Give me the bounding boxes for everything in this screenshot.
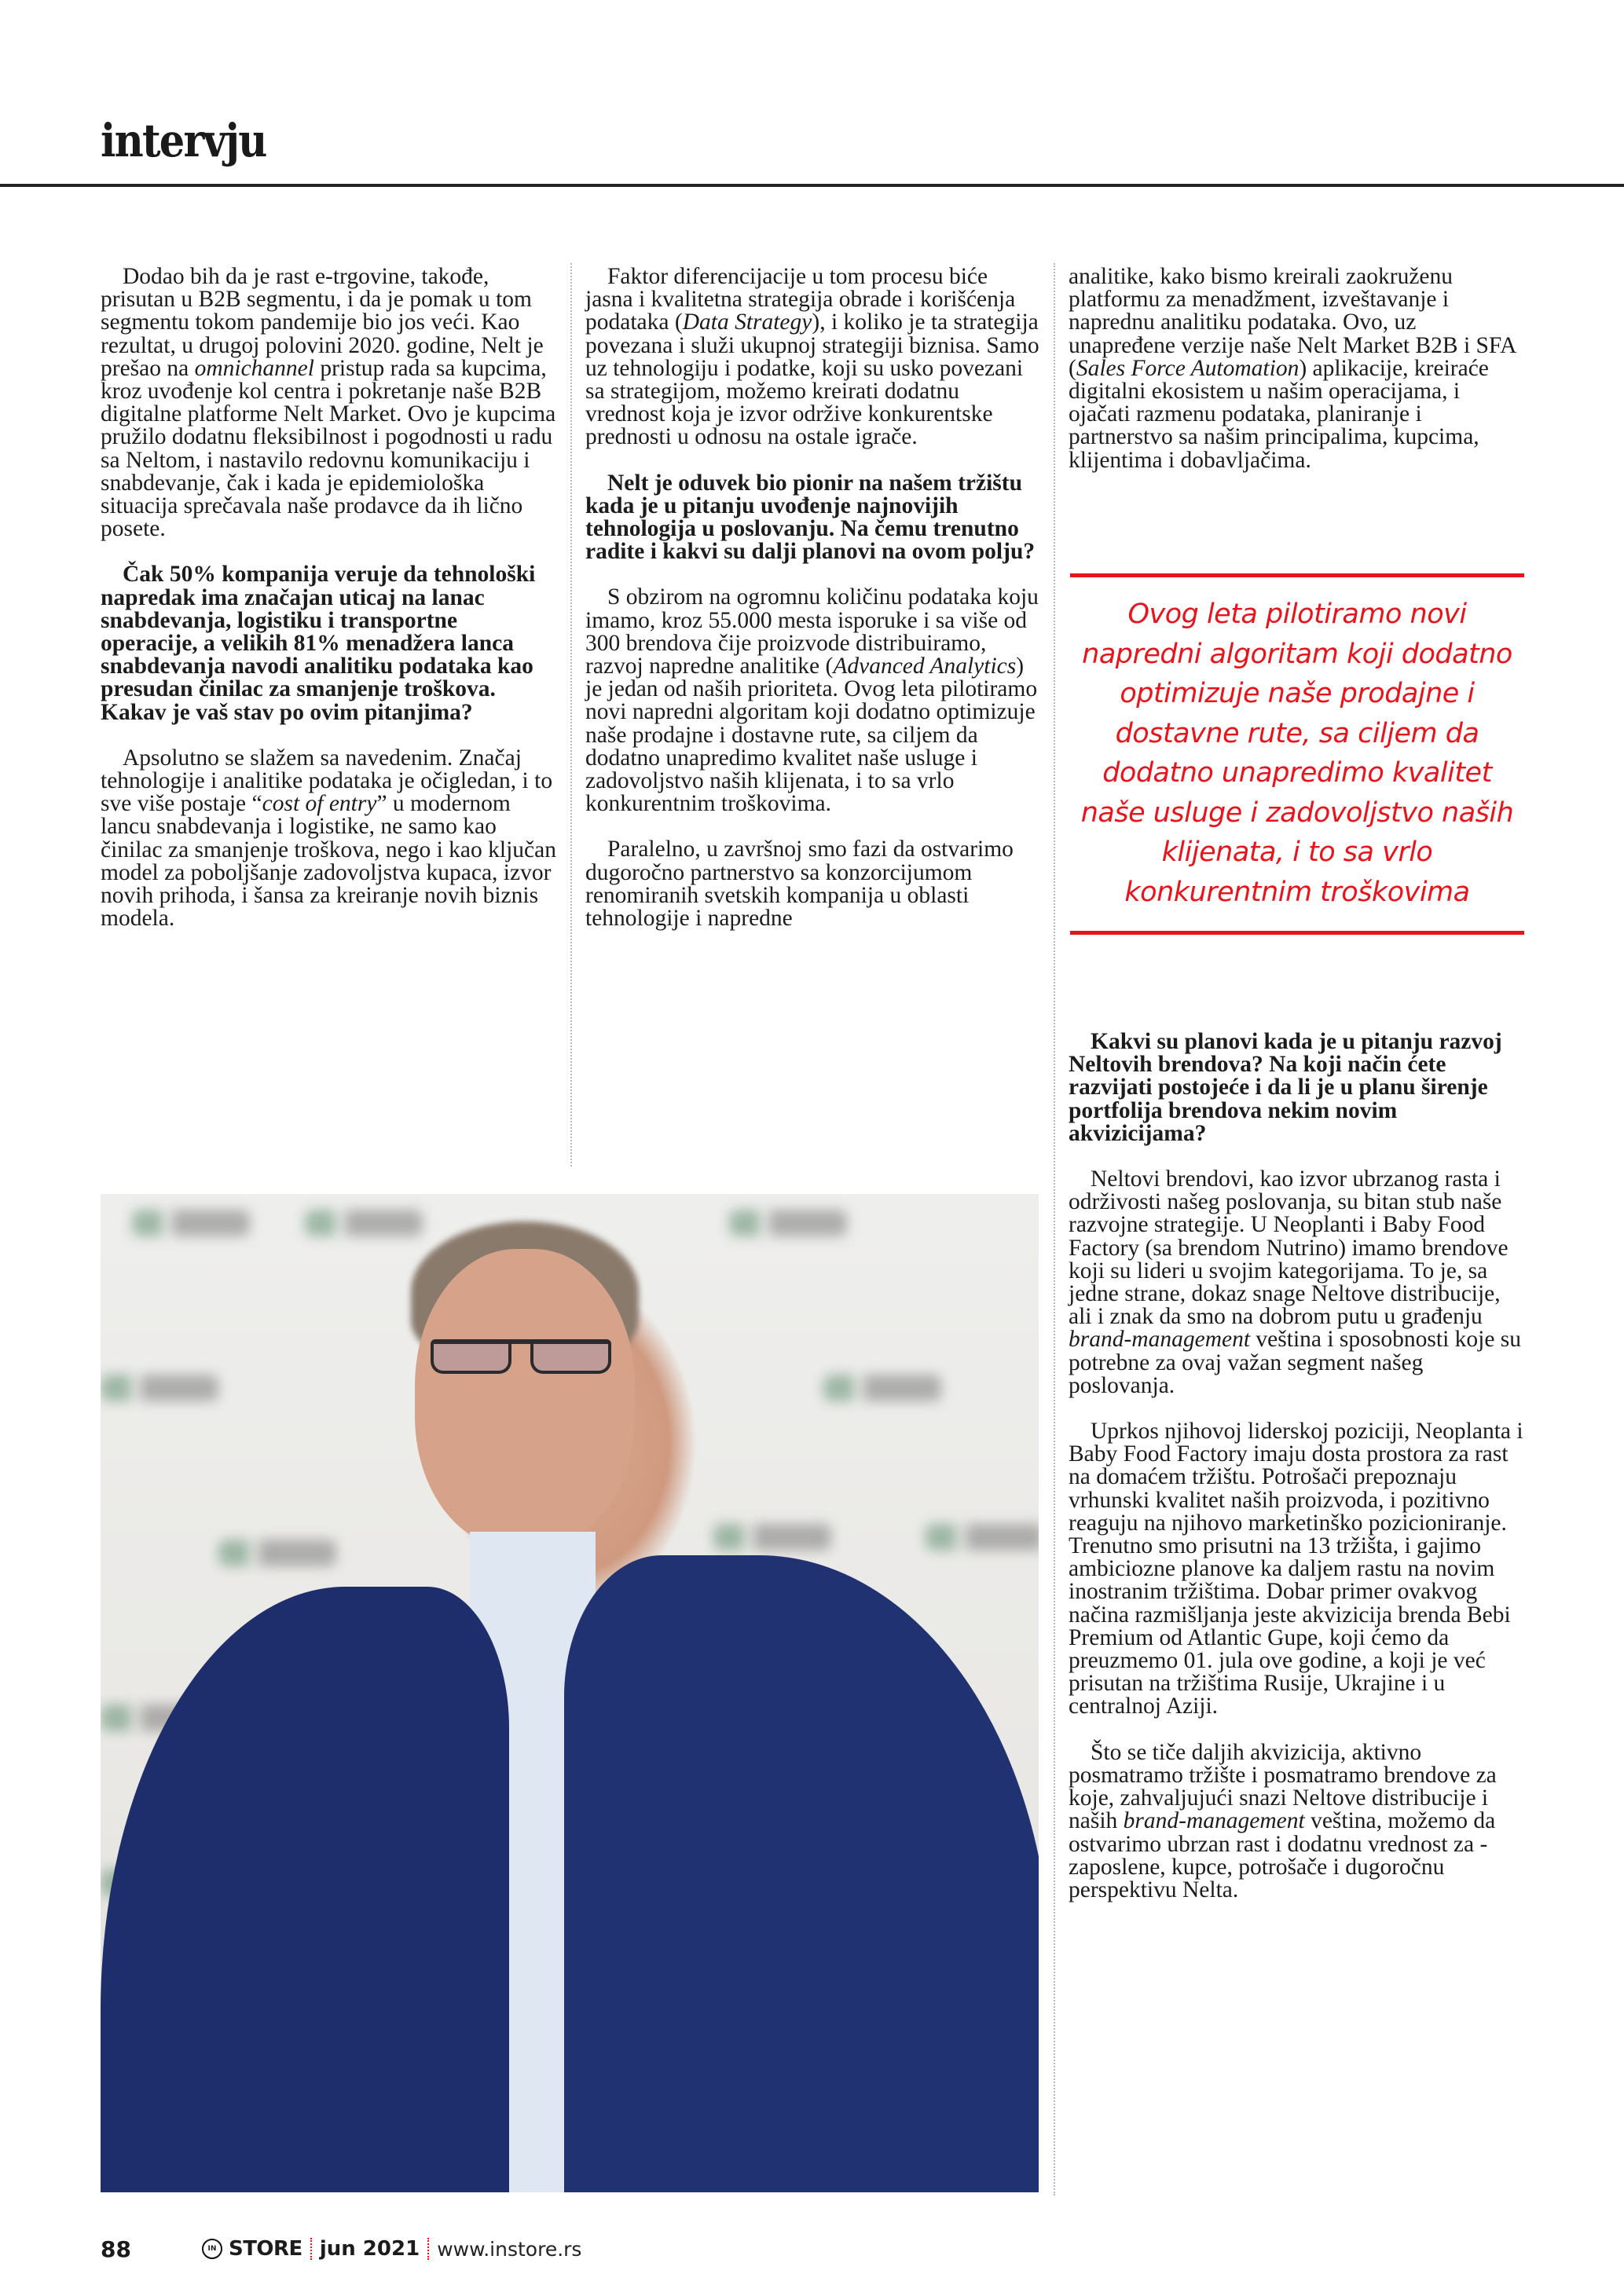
italic-term: omnichannel [194,355,314,381]
article-column-3-bottom [1069,1031,1524,1902]
interview-question [101,563,556,723]
text-run: Apsolutno se slažem sa navedenim. Značaj tehnologije i analitike podataka je očigledan, i to sve više postaje “ [101,745,553,817]
interview-answer [101,747,556,931]
italic-term: Advanced Analytics [833,654,1017,679]
page-footer [101,2233,581,2265]
text-run: Uprkos njihovoj liderskoj poziciji, Neoplanta i Baby Food Factory imaju dosta prostora za rast na domaćem tržištu. Potrošači prepoznaju vrhunski kvalitet naših proizvoda, i pozitivno reaguju na njihovo marketinško pozicioniranje. Trenutno smo prisutni na 13 tržišta, i gajimo ambiciozne planove ka daljem rastu na novim inostranim tržištima. Dobar primer ovakvog načina razmišljanja jeste akvizicija brenda Bebi Premium od Atlantic Gupe, koji ćemo da preuzmemo 01. jula ove godine, a koji je već prisutan na tržištima Rusije, Ukrajine i u centralnoj Aziji. [1069,1419,1523,1719]
column-divider [570,263,572,1166]
italic-term: cost of entry [262,791,377,817]
text-run: pristup rada sa kupcima, kroz uvođenje kol centra i pokretanje naše B2B digitalne platforme Nelt Market. Ovo je kupcima pružilo dodatnu fleksibilnost i pogodnosti u radu sa Neltom, i nastavilo redovnu komunikaciju i snabdevanje, čak i kada je epidemiološka situacija sprečavala naše prodavce da ih lično posete. [101,355,556,542]
italic-term: brand-management [1123,1808,1305,1834]
backdrop-logo [101,1375,218,1401]
text-run: ), i koliko je ta strategija povezana i služi ukupnoj strategiji biznisa. Samo uz tehnologiju i podatke, koji su usko povezani sa strategijom, možemo kreirati dodatnu vrednost koja je izvor održive konkurentske prednosti u odnosu na ostale igrače. [585,309,1039,450]
interview-answer [1069,265,1524,472]
text-run: Kakvi su planovi kada je u pitanju razvoj Neltovih brendova? Na koji način ćete razvijati postojeće i da li je u planu širenje portfolija brendova nekim novim akvizicijama? [1069,1029,1502,1146]
backdrop-logo [132,1210,250,1236]
text-run: ) je jedan od naših prioriteta. Ovog leta pilotiramo novi napredni algoritam koji dodatno optimizuje naše prodajne i dostavne rute, sa ciljem da dodatno unapredimo kvalitet naše usluge i zadovoljstvo naših klijenata, i to sa vrlo konkurentnim troškovima. [585,654,1038,817]
text-run: analitike, kako bismo kreirali zaokruženu platformu za menadžment, izveštavanje i naprednu analitiku podataka. Ovo, uz unapređene verzije naše Nelt Market B2B i SFA ( [1069,264,1516,381]
text-run: Faktor diferencijacije u tom procesu biće jasna i kvalitetna strategija obrade i korišćenja podataka ( [585,264,1016,335]
section-title: intervju [101,114,266,167]
instore-logo-icon: IN [202,2239,222,2259]
italic-term: Data Strategy [682,309,812,335]
text-run: Čak 50% kompanija veruje da tehnološki napredak ima značajan uticaj na lanac snabdevanja, logistiku i transportne operacije, a velikih 81% menadžera lanca snabdevanja navodi analitiku podataka kao presudan činilac za smanjenje troškova. Kakav je vaš stav po ovim pitanjima? [101,562,536,725]
page-number: 88 [101,2236,131,2262]
backdrop-logo [823,1375,941,1401]
article-column-2 [585,265,1041,930]
text-run: ” u modernom lancu snabdevanja i logistike, ne samo kao činilac za smanjenje troškova, nego i kao ključan model za poboljšanje zadovoljstva kupaca, izvor novih prihoda, i šansa za kreiranje novih biznis modela. [101,791,556,932]
footer-separator [427,2238,429,2260]
italic-term: Sales Force Automation [1076,355,1300,381]
website-link[interactable]: www.instore.rs [437,2237,582,2261]
text-run: Paralelno, u završnoj smo fazi da ostvarimo dugoročno partnerstvo sa konzorcijumom renomiranih svetskih kompanija u oblasti tehnologije i napredne [585,837,1014,932]
text-run: S obzirom na ogromnu količinu podataka koju imamo, kroz 55.000 mesta isporuke i sa više od 300 brendova čije proizvode distribuiramo, razvoj napredne analitike ( [585,584,1039,679]
portrait-face [415,1249,635,1547]
column-divider [1054,263,1055,2195]
backdrop-logo [713,1524,831,1551]
portrait-jacket [564,1555,1039,2192]
backdrop-logo [729,1210,847,1236]
text-run: veština, možemo da ostvarimo ubrzan rast i dodatnu vrednost za - zaposlene, kupce, potrošače i dugoročnu perspektivu Nelta. [1069,1808,1496,1902]
pull-quote [1070,573,1524,935]
text-run: Neltovi brendovi, kao izvor ubrzanog rasta i održivosti našeg poslovanja, su bitan stub naše razvojne strategije. U Neoplanti i Baby Food Factory (sa brendom Nutrino) imamo brendove koji su lideri u svojim kategorijama. To je, sa jedne strane, dokaz snage Neltove distribucije, ali i znak da smo na dobrom putu u građenju [1069,1166,1509,1330]
interview-question [1069,1031,1524,1145]
interview-answer [585,265,1041,449]
portrait-jacket [101,1587,509,2192]
text-run: Što se tiče daljih akvizicija, aktivno posmatramo tržište i posmatramo brendove za koje, zahvaljujući snazi Neltove distribucije i naših [1069,1739,1497,1834]
issue-date: jun 2021 [319,2237,420,2261]
text-run: ) aplikacije, kreiraće digitalni ekosistem u našim operacijama, i ojačati razmenu podataka, planiranje i partnerstvo sa našim principalima, kupcima, klijentima i dobavljačima. [1069,355,1489,473]
interview-answer [585,838,1041,930]
text-run: Nelt je oduvek bio pionir na našem tržištu kada je u pitanju uvođenje najnovijih tehnologija u poslovanju. Na čemu trenutno radite i kakvi su dalji planovi na ovom polju? [585,470,1036,565]
interview-answer [585,586,1041,815]
footer-separator [310,2238,312,2260]
backdrop-logo [305,1210,423,1236]
pull-quote-text: Ovog leta pilotiramo novi napredni algoritam koji dodatno optimizuje naše prodajne i dostavne rute, sa ciljem da dodatno unapredimo kvalitet naše usluge i zadovoljstvo naših klijenata, i to sa vrlo konkurentnim troškovima [1080,599,1514,908]
interview-answer [1069,1741,1524,1902]
italic-term: brand-management [1069,1327,1251,1353]
interview-answer [1069,1168,1524,1397]
interview-answer [1069,1420,1524,1719]
interview-question [585,472,1041,564]
magazine-name: STORE [228,2237,302,2261]
header-rule [0,184,1624,187]
article-column-3-top [1069,265,1524,472]
interview-answer [101,265,556,540]
interviewee-photo [101,1194,1039,2192]
text-run: veština i sposobnosti koje su potrebne za ovaj važan segment našeg poslovanja. [1069,1327,1522,1398]
text-run: Dodao bih da je rast e-trgovine, takođe, prisutan u B2B segmentu, i da je pomak u tom segmentu tokom pandemije bio jos veći. Kao rezultat, u drugoj polovini 2020. godine, Nelt je prešao na [101,264,544,381]
article-column-1 [101,265,556,930]
backdrop-logo [926,1524,1039,1551]
portrait-glasses [431,1339,611,1377]
backdrop-logo [218,1540,336,1566]
